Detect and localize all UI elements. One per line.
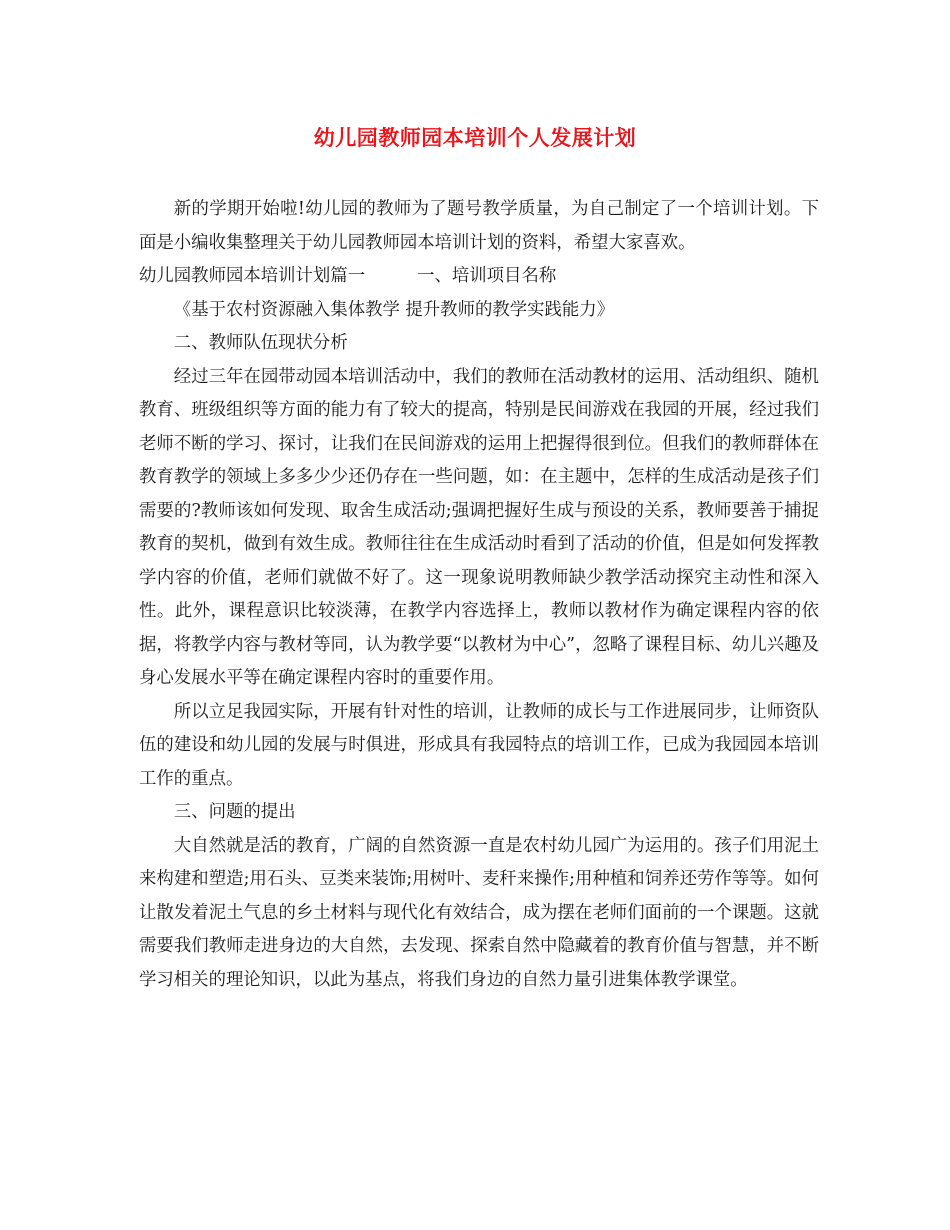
heading-problem: 三、问题的提出 <box>173 802 296 822</box>
section-line <box>139 260 819 294</box>
document-body <box>139 193 819 997</box>
conclusion-paragraph: 所以立足我园实际，开展有针对性的培训，让教师的成长与工作进展同步，让师资队伍的建设和幼儿园的发展与时俱进，形成具有我园特点的培训工作，已成为我园园本培训工作的重点。 <box>139 701 819 789</box>
analysis-paragraph: 经过三年在园带动园本培训活动中，我们的教师在活动教材的运用、活动组织、随机教育、班级组织等方面的能力有了较大的提高，特别是民间游戏在我园的开展，经过我们老师不断的学习、探讨，让我们在民间游戏的运用上把握得很到位。但我们的教师群体在教育教学的领域上多多少少还仍存在一些问题，如：在主题中，怎样的生成活动是孩子们需要的?教师该如何发现、取舍生成活动;强调把握好生成与预设的关系，教师要善于捕捉教育的契机，做到有效生成。教师往往在生成活动时看到了活动的价值，但是如何发挥教学内容的价值，老师们就做不好了。这一现象说明教师缺少教学活动探究主动性和深入性。此外，课程意识比较淡薄，在教学内容选择上，教师以教材作为确定课程内容的依据，将教学内容与教材等同，认为教学要“以教材为中心”，忽略了课程目标、幼儿兴趣及身心发展水平等在确定课程内容时的重要作用。 <box>139 366 819 688</box>
problem-paragraph: 大自然就是活的教育，广阔的自然资源一直是农村幼儿园广为运用的。孩子们用泥土来构建和塑造;用石头、豆类来装饰;用树叶、麦秆来操作;用种植和饲养还劳作等等。如何让散发着泥土气息的乡土材料与现代化有效结合，成为摆在老师们面前的一个课题。这就需要我们教师走进身边的大自然，去发现、探索自然中隐藏着的教育价值与智慧，并不断学习相关的理论知识，以此为基点，将我们身边的自然力量引进集体教学课堂。 <box>139 835 819 990</box>
intro-paragraph: 新的学期开始啦!幼儿园的教师为了题号教学质量，为自己制定了一个培训计划。下面是小编收集整理关于幼儿园教师园本培训计划的资料，希望大家喜欢。 <box>139 199 819 253</box>
document-title: 幼儿园教师园本培训个人发展计划 <box>313 125 637 150</box>
heading-project-name: 一、培训项目名称 <box>417 266 557 286</box>
section-label: 幼儿园教师园本培训计划篇一 <box>139 266 366 286</box>
project-name: 《基于农村资源融入集体教学 提升教师的教学实践能力》 <box>173 299 615 320</box>
heading-team-analysis: 二、教师队伍现状分析 <box>173 333 348 353</box>
